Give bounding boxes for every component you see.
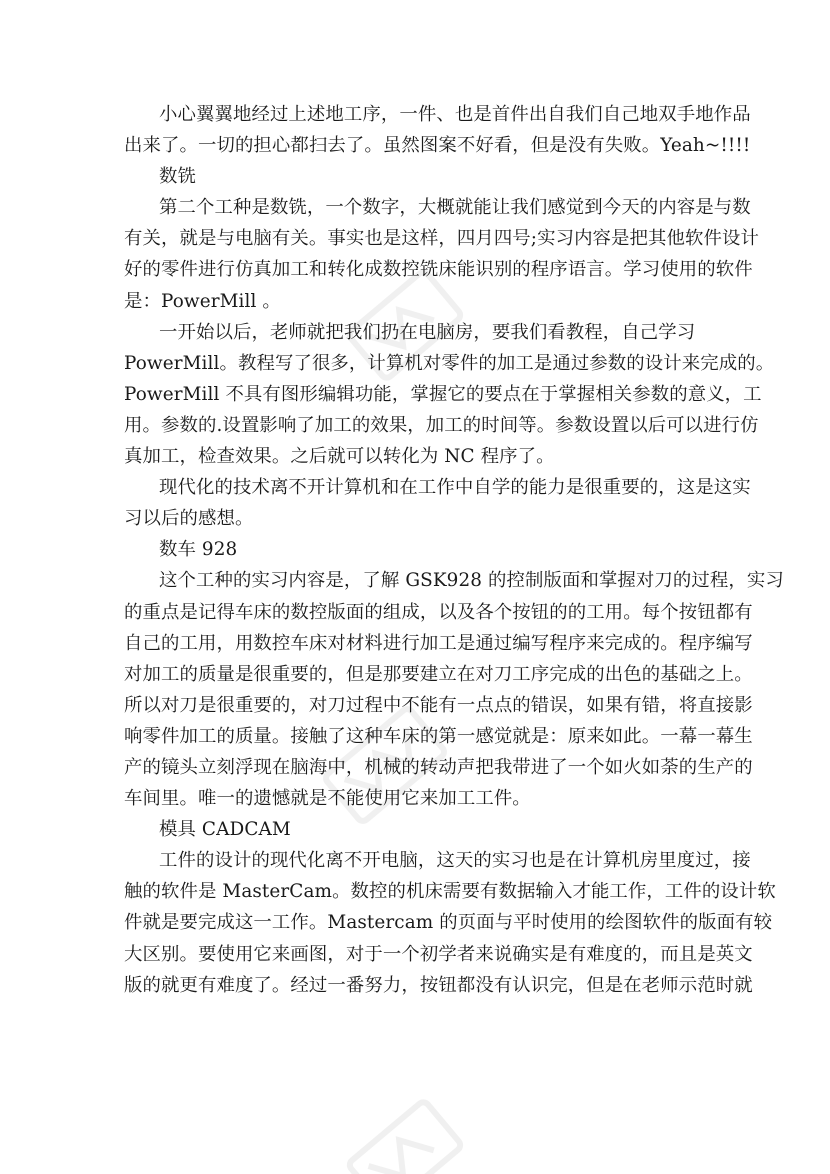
paragraph-line: PowerMill 不具有图形编辑功能，掌握它的要点在于掌握相关参数的意义，工	[124, 383, 762, 405]
section-heading: 模具 CADCAM	[159, 819, 291, 841]
paragraph-line: 小心翼翼地经过上述地工序，一件、也是首件出自我们自己地双手地作品	[159, 104, 751, 125]
paragraph-line: 好的零件进行仿真加工和转化成数控铣床能识别的程序语言。学习使用的软件	[124, 259, 753, 281]
paragraph-line: PowerMill。教程写了很多，计算机对零件的加工是通过参数的设计来完成的。	[124, 352, 775, 374]
paragraph-line: 工件的设计的现代化离不开电脑，这天的实习也是在计算机房里度过，接	[159, 850, 751, 872]
paragraph-line: 触的软件是 MasterCam。数控的机床需要有数据输入才能工作，工件的设计软	[124, 881, 776, 903]
paragraph-line: 一开始以后，老师就把我们扔在电脑房，要我们看教程，自己学习	[159, 321, 696, 343]
paragraph-line: 是：PowerMill 。	[124, 290, 281, 312]
document-body	[124, 99, 784, 1001]
paragraph-line: 这个工种的实习内容是，了解 GSK928 的控制版面和掌握对刀的过程，实习	[159, 570, 784, 592]
paragraph-line: 版的就更有难度了。经过一番努力，按钮都没有认识完，但是在老师示范时就	[124, 974, 753, 996]
paragraph-line: 大区别。要使用它来画图，对于一个初学者来说确实是有难度的，而且是英文	[124, 943, 753, 965]
paragraph-line: 产的镜头立刻浮现在脑海中，机械的转动声把我带进了一个如火如荼的生产的	[124, 756, 753, 778]
paragraph-line: 习以后的感想。	[124, 508, 254, 530]
paragraph-line: 现代化的技术离不开计算机和在工作中自学的能力是很重要的，这是这实	[159, 477, 751, 499]
section-heading: 数铣	[159, 166, 196, 188]
paragraph-line: 件就是要完成这一工作。Mastercam 的页面与平时使用的绘图软件的版面有较	[124, 912, 773, 934]
paragraph-line: 响零件加工的质量。接触了这种车床的第一感觉就是：原来如此。一幕一幕生	[124, 725, 753, 747]
paragraph-line: 车间里。唯一的遗憾就是不能使用它来加工工件。	[124, 788, 531, 810]
paragraph-line: 自己的工用，用数控车床对材料进行加工是通过编写程序来完成的。程序编写	[124, 632, 753, 654]
watermark-logo	[330, 1080, 480, 1174]
paragraph-line: 第二个工种是数铣，一个数字，大概就能让我们感觉到今天的内容是与数	[159, 197, 751, 219]
paragraph-line: 出来了。一切的担心都扫去了。虽然图案不好看，但是没有失败。Yeah~!!!!	[124, 135, 751, 157]
paragraph-line: 的重点是记得车床的数控版面的组成，以及各个按钮的的工用。每个按钮都有	[124, 601, 753, 623]
paragraph-line: 对加工的质量是很重要的，但是那要建立在对刀工序完成的出色的基础之上。	[124, 663, 753, 685]
paragraph-line: 真加工，检查效果。之后就可以转化为 NC 程序了。	[124, 446, 555, 468]
section-heading: 数车 928	[159, 539, 238, 561]
paragraph-line: 所以对刀是很重要的，对刀过程中不能有一点点的错误，如果有错，将直接影	[124, 694, 753, 716]
paragraph-line: 有关，就是与电脑有关。事实也是这样，四月四号;实习内容是把其他软件设计	[124, 228, 759, 250]
paragraph-line: 用。参数的.设置影响了加工的效果，加工的时间等。参数设置以后可以进行仿	[124, 414, 759, 436]
